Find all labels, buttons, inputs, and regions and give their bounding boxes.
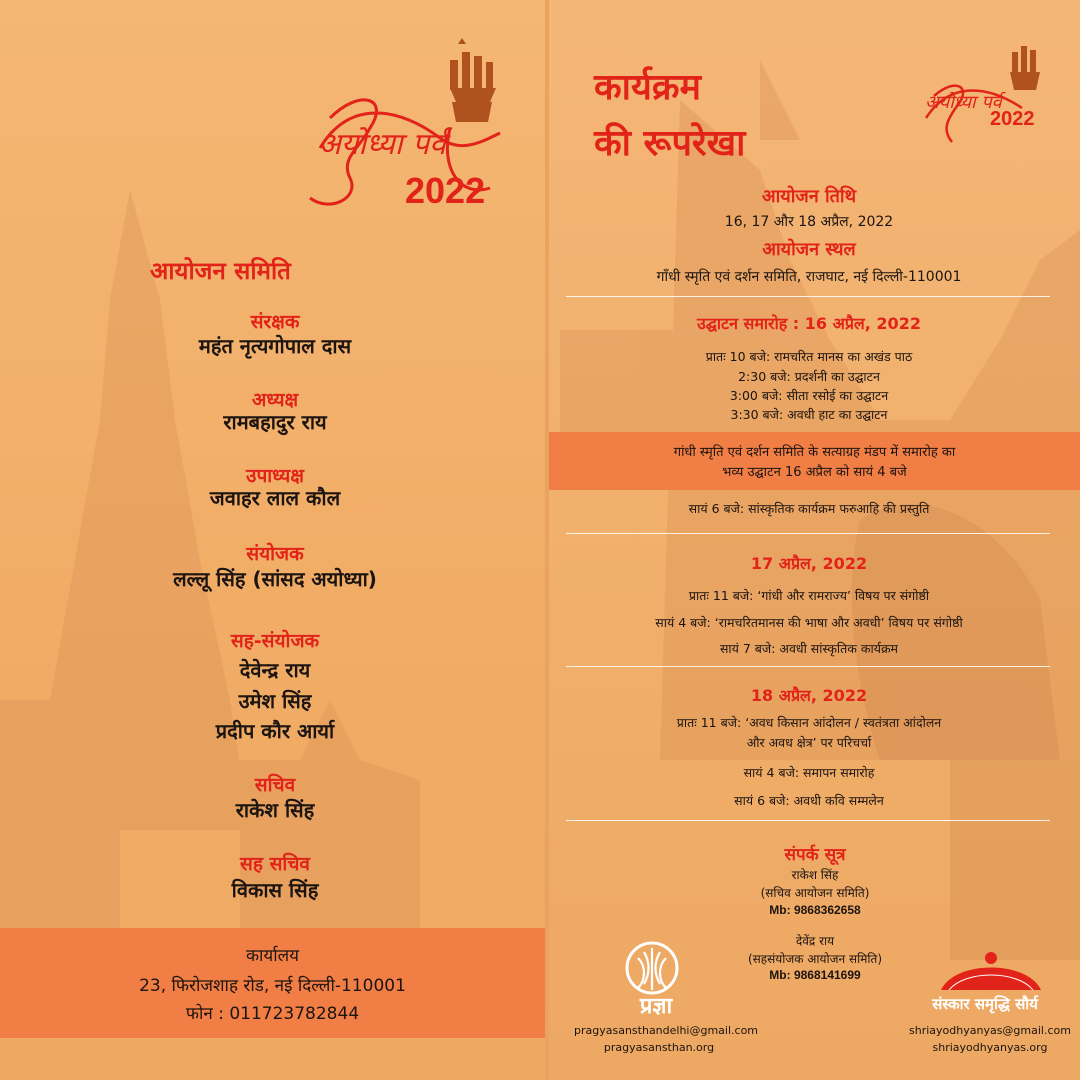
day1-item: 2:30 बजे: प्रदर्शनी का उद्घाटन — [738, 369, 880, 384]
person-president: रामबहादुर राय — [223, 410, 327, 434]
role-patron: संरक्षक — [250, 311, 300, 333]
highlight-band — [549, 432, 1080, 490]
day1-heading: उद्घाटन समारोह : 16 अप्रैल, 2022 — [697, 314, 921, 333]
programme-title-line1: कार्यक्रम — [594, 67, 702, 108]
person-joint-secretary: विकास सिंह — [231, 878, 319, 902]
person-convener: लल्लू सिंह (सांसद अयोध्या) — [173, 567, 377, 591]
person-patron: महंत नृत्यगोपाल दास — [198, 334, 352, 358]
person-secretary: राकेश सिंह — [235, 798, 315, 822]
contact1-role: (सचिव आयोजन समिति) — [760, 886, 870, 900]
contact2-name: देवेंद्र राय — [795, 934, 835, 948]
programme-title-line2: की रूपरेखा — [594, 123, 746, 164]
role-convener: संयोजक — [246, 543, 304, 565]
person-co-convener-3: प्रदीप कौर आर्या — [215, 719, 335, 743]
divider — [566, 533, 1050, 534]
contact1-phone: Mb: 9868362658 — [769, 903, 861, 917]
highlight-line1: गांधी स्मृति एवं दर्शन समिति के सत्याग्रह मंडप में समारोह का — [673, 445, 956, 460]
logo-small-script-text: अयोध्या पर्व — [925, 92, 1002, 113]
prajna-site-link[interactable]: pragyasansthan.org — [603, 1041, 715, 1054]
day1-item: प्रातः 10 बजे: रामचरित मानस का अखंड पाठ — [705, 349, 913, 364]
contact1-name: राकेश सिंह — [791, 868, 839, 882]
role-joint-secretary: सह सचिव — [240, 853, 310, 875]
prajna-email-link[interactable]: pragyasansthandelhi@gmail.com — [574, 1024, 759, 1037]
day3-item: सायं 6 बजे: अवधी कवि सम्मलेन — [734, 793, 884, 808]
day3-item: सायं 4 बजे: समापन समारोह — [743, 765, 875, 780]
role-co-convener: सह-संयोजक — [230, 630, 320, 652]
logo-year: 2022 — [405, 170, 486, 211]
sanskar-email-link[interactable]: shriayodhyanyas@gmail.com — [909, 1024, 1071, 1037]
role-secretary: सचिव — [254, 774, 296, 796]
sanskar-name: संस्कार समृद्धि सौर्य — [932, 995, 1038, 1013]
day1-item: 3:00 बजे: सीता रसोई का उद्घाटन — [729, 388, 889, 403]
logo-script-text: अयोध्या पर्व — [318, 127, 446, 162]
office-title: कार्यालय — [245, 946, 300, 966]
day1-item: 3:30 बजे: अवधी हाट का उद्घाटन — [730, 407, 888, 422]
event-date-value: 16, 17 और 18 अप्रैल, 2022 — [724, 214, 894, 230]
prajna-name: प्रज्ञा — [639, 994, 673, 1019]
day3-item: और अवध क्षेत्र’ पर परिचर्चा — [746, 735, 872, 750]
office-phone: फोन : 011723782844 — [185, 1004, 360, 1024]
person-co-convener-1: देवेन्द्र राय — [239, 658, 311, 682]
logo-small-year: 2022 — [990, 108, 1035, 130]
day2-item: प्रातः 11 बजे: ‘गांधी और रामराज्य’ विषय पर संगोष्ठी — [688, 588, 930, 603]
day3-heading: 18 अप्रैल, 2022 — [750, 686, 868, 705]
person-co-convener-2: उमेश सिंह — [238, 689, 312, 713]
day2-item: सायं 7 बजे: अवधी सांस्कृतिक कार्यक्रम — [719, 641, 899, 656]
office-address: 23, फिरोजशाह रोड, नई दिल्ली-110001 — [139, 976, 406, 996]
person-vice-president: जवाहर लाल कौल — [209, 486, 341, 510]
role-vice-president: उपाध्यक्ष — [246, 465, 304, 487]
contact2-role: (सहसंयोजक आयोजन समिति) — [747, 952, 883, 966]
day1-evening: सायं 6 बजे: सांस्कृतिक कार्यक्रम फरुआहि की प्रस्तुति — [688, 501, 930, 516]
day2-item: सायं 4 बजे: ‘रामचरितमानस की भाषा और अवधी’ विषय पर संगोष्ठी — [655, 615, 963, 630]
event-date-heading: आयोजन तिथि — [761, 186, 857, 207]
fold-line — [545, 0, 549, 1080]
contact-heading: संपर्क सूत्र — [784, 845, 846, 865]
ayodhya-parv-logo-small — [912, 38, 1052, 158]
day2-heading: 17 अप्रैल, 2022 — [750, 554, 868, 573]
role-president: अध्यक्ष — [251, 389, 299, 411]
contact2-phone: Mb: 9868141699 — [769, 968, 861, 982]
sanskar-logo-icon — [935, 946, 1047, 996]
highlight-line2: भव्य उद्घाटन 16 अप्रैल को सायं 4 बजे — [722, 465, 907, 480]
sanskar-site-link[interactable]: shriayodhyanyas.org — [932, 1041, 1048, 1054]
event-venue-value: गाँधी स्मृति एवं दर्शन समिति, राजघाट, नई दिल्ली-110001 — [656, 269, 962, 285]
divider — [566, 296, 1050, 297]
programme-title — [594, 60, 745, 172]
divider — [566, 820, 1050, 821]
committee-title: आयोजन समिति — [150, 257, 291, 285]
event-venue-heading: आयोजन स्थल — [762, 239, 856, 260]
day3-item: प्रातः 11 बजे: ‘अवध किसान आंदोलन / स्वतंत्रता आंदोलन — [676, 715, 942, 730]
divider — [566, 666, 1050, 667]
